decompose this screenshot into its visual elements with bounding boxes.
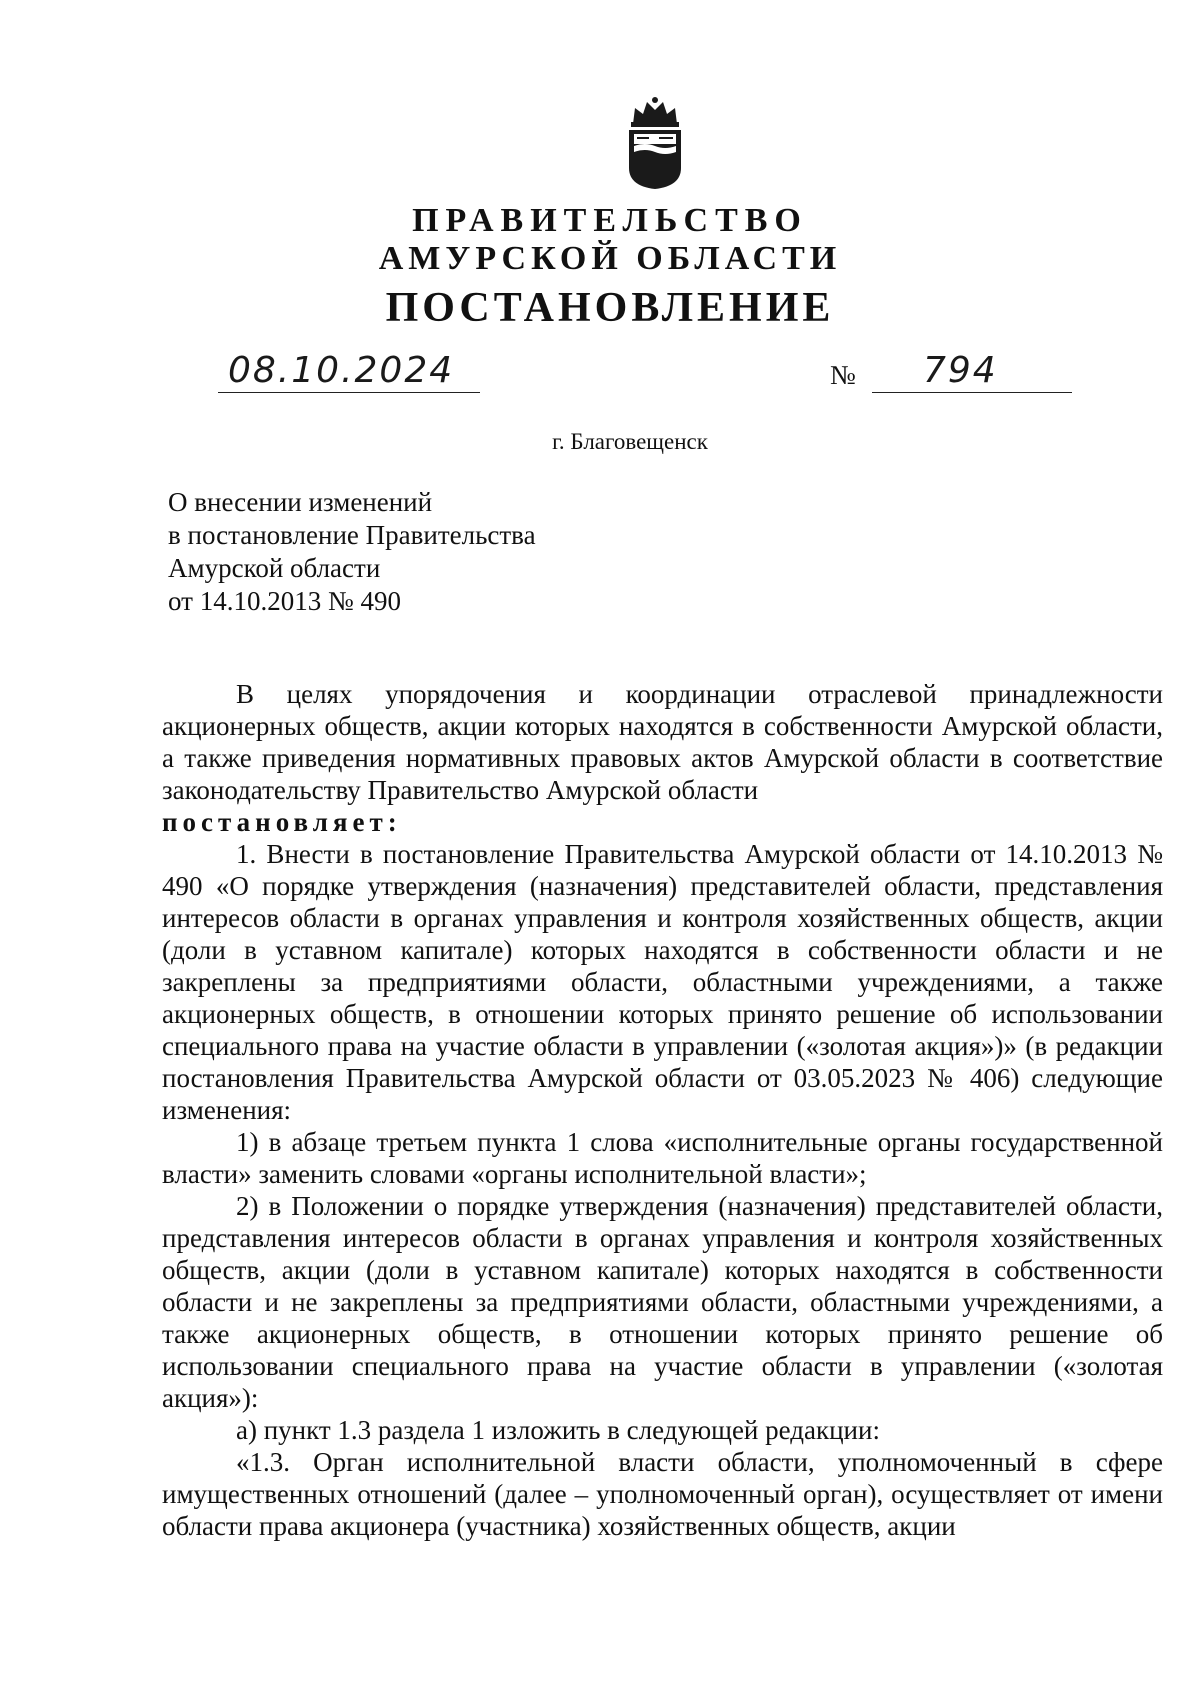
- subject-line: в постановление Правительства: [168, 520, 536, 550]
- decree-date: 08.10.2024: [228, 350, 455, 391]
- subitem-1-paragraph: 1) в абзаце третьем пункта 1 слова «исполнительные органы государственной власти» заменить словами «органы исполнительной власти»;: [162, 1127, 1163, 1189]
- city-name: г. Благовещенск: [552, 429, 708, 454]
- resolves-word: постановляет:: [162, 807, 402, 837]
- resolves-paragraph: [162, 806, 1163, 838]
- number-sign: №: [830, 360, 856, 390]
- quoted-paragraph: «1.3. Орган исполнительной власти области, уполномоченный в сфере имущественных отношений (далее – уполномоченный орган), осуществляет от имени области права акционера (участника) хозяйственных обществ, акции: [162, 1447, 1163, 1541]
- number-underline: [872, 392, 1072, 393]
- document-type-title: ПОСТАНОВЛЕНИЕ: [385, 285, 835, 331]
- subject-line: Амурской области: [168, 553, 381, 583]
- preamble-paragraph: В целях упорядочения и координации отраслевой принадлежности акционерных обществ, акции которых находятся в собственности Амурской области, а также приведения нормативных правовых актов Амурской области в соответствие законодательству Правительство Амурской области: [162, 679, 1163, 805]
- government-name-line1: ПРАВИТЕЛЬСТВО: [412, 202, 808, 239]
- subitem-2-paragraph: 2) в Положении о порядке утверждения (назначения) представителей области, представления интересов области в органах управления и контроля хозяйственных обществ, акции (доли в уставном капитале) которых находятся в собственности области и не закреплены за предприятиями области, областными учреждениями, а также акционерных обществ, в отношении которых принято решение об использовании специального права на участие области в управлении («золотая акция»):: [162, 1191, 1163, 1413]
- coat-of-arms-icon: [625, 94, 685, 190]
- government-name-line2: АМУРСКОЙ ОБЛАСТИ: [378, 240, 842, 277]
- date-underline: [218, 392, 480, 393]
- decree-number: 794: [923, 350, 998, 391]
- subitem-2a-paragraph: а) пункт 1.3 раздела 1 изложить в следующей редакции:: [236, 1415, 880, 1445]
- subject-line: от 14.10.2013 № 490: [168, 586, 401, 616]
- decree-body: [162, 678, 1163, 1542]
- subject-line: О внесении изменений: [168, 487, 433, 517]
- decree-subject: [168, 486, 668, 618]
- item-1-paragraph: 1. Внести в постановление Правительства Амурской области от 14.10.2013 № 490 «О порядке утверждения (назначения) представителей области, представления интересов области в органах управления и контроля хозяйственных обществ, акции (доли в уставном капитале) которых находятся в собственности области и не закреплены за предприятиями области, областными учреждениями, а также акционерных обществ, в отношении которых принято решение об использовании специального права на участие области в управлении («золотая акция»)» (в редакции постановления Правительства Амурской области от 03.05.2023 № 406) следующие изменения:: [162, 839, 1163, 1125]
